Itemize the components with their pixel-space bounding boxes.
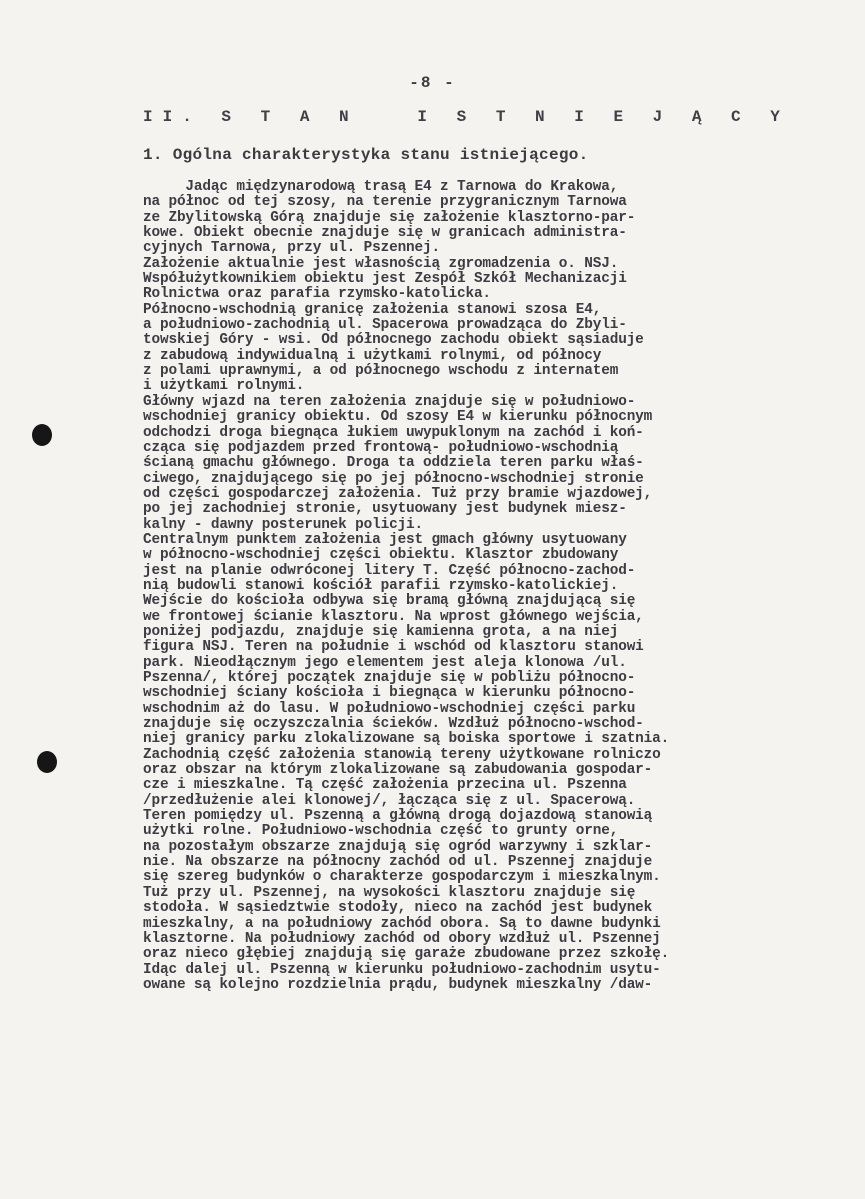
text-line: oraz obszar na którym zlokalizowane są zabudowania gospodar- — [143, 762, 653, 779]
punch-hole-top — [32, 424, 52, 446]
text-line: mieszkalny, a na południowy zachód obora. Są to dawne budynki — [143, 915, 661, 932]
text-line: wschodnim aż do lasu. W południowo-wschodniej części parku — [143, 700, 636, 717]
text-line: klasztorne. Na południowy zachód od obory wzdłuż ul. Pszennej — [143, 930, 661, 947]
text-line: i użytkami rolnymi. — [143, 378, 305, 395]
text-line: odchodzi droga biegnąca łukiem uwypuklonym na zachód i koń- — [143, 424, 644, 441]
text-line: cząca się podjazdem przed frontową- południowo-wschodnią — [143, 439, 619, 456]
text-line: ścianą gmachu głównego. Droga ta oddziela teren parku właś- — [143, 455, 644, 472]
text-line: na północ od tej szosy, na terenie przygranicznym Tarnowa — [143, 194, 627, 211]
text-line: Zachodnią część założenia stanowią tereny użytkowane rolniczo — [143, 746, 661, 763]
text-line: ze Zbylitowską Górą znajduje się założenie klasztorno-par- — [143, 209, 636, 226]
text-line: od części gospodarczej założenia. Tuż przy bramie wjazdowej, — [143, 485, 653, 502]
text-line: Teren pomiędzy ul. Pszenną a główną drogą dojazdową stanowią — [143, 808, 653, 825]
text-line: Wejście do kościoła odbywa się bramą główną znajdującą się — [143, 593, 636, 610]
text-line: nią budowli stanowi kościół parafii rzymsko-katolickiej. — [143, 577, 619, 594]
text-line: Założenie aktualnie jest własnością zgromadzenia o. NSJ. — [143, 255, 619, 272]
text-line: towskiej Góry - wsi. Od północnego zachodu obiekt sąsiaduje — [143, 332, 644, 349]
text-line: poniżej podjazdu, znajduje się kamienna grota, a na niej — [143, 623, 619, 640]
text-line: na pozostałym obszarze znajdują się ogród warzywny i szklar- — [143, 838, 653, 855]
text-line: ciwego, znajdującego się po jej północno-wschodniej stronie — [143, 470, 644, 487]
text-line: /przedłużenie alei klonowej/, łącząca się z ul. Spacerową. — [143, 792, 636, 809]
text-line: użytki rolne. Południowo-wschodnia część to grunty orne, — [143, 823, 619, 840]
text-line: kalny - dawny posterunek policji. — [143, 516, 424, 533]
text-line: Idąc dalej ul. Pszenną w kierunku południowo-zachodnim usytu- — [143, 961, 661, 978]
text-line: cze i mieszkalne. Tą część założenia przecina ul. Pszenna — [143, 777, 627, 794]
body-text — [143, 180, 793, 993]
text-line: nie. Na obszarze na północny zachód od ul. Pszennej znajduje — [143, 854, 653, 871]
text-line: figura NSJ. Teren na południe i wschód od klasztoru stanowi — [143, 639, 644, 656]
text-line: we frontowej ścianie klasztoru. Na wprost głównego wejścia, — [143, 608, 644, 625]
text-line: znajduje się oczyszczalnia ścieków. Wzdłuż północno-wschod- — [143, 716, 644, 733]
text-line: Centralnym punktem założenia jest gmach główny usytuowany — [143, 531, 627, 548]
text-line: Współużytkownikiem obiektu jest Zespół Szkół Mechanizacji — [143, 271, 627, 288]
text-line: z zabudową indywidualną i użytkami rolnymi, od północy — [143, 347, 602, 364]
text-line: Rolnictwa oraz parafia rzymsko-katolicka. — [143, 286, 491, 303]
text-line: cyjnych Tarnowa, przy ul. Pszennej. — [143, 240, 441, 257]
text-line: z polami uprawnymi, a od północnego wschodu z internatem — [143, 363, 619, 380]
text-line: Jadąc międzynarodową trasą E4 z Tarnowa do Krakowa, — [143, 179, 619, 195]
text-line: wschodniej ściany kościoła i biegnąca w kierunku północno- — [143, 685, 636, 702]
text-line: Główny wjazd na teren założenia znajduje się w południowo- — [143, 393, 636, 410]
text-line: w północno-wschodniej części obiektu. Klasztor zbudowany — [143, 547, 619, 564]
text-line: Tuż przy ul. Pszennej, na wysokości klasztoru znajduje się — [143, 884, 636, 901]
text-line: Pszenna/, której początek znajduje się w pobliżu północno- — [143, 670, 636, 686]
text-line: jest na planie odwróconej litery T. Część północno-zachod- — [143, 562, 636, 579]
text-line: niej granicy parku zlokalizowane są boiska sportowe i szatnia. — [143, 731, 670, 748]
text-line: wschodniej granicy obiektu. Od szosy E4 w kierunku północnym — [143, 409, 653, 426]
text-line: stodoła. W sąsiedztwie stodoły, nieco na zachód jest budynek — [143, 900, 653, 917]
text-line: kowe. Obiekt obecnie znajduje się w granicach administra- — [143, 225, 627, 242]
text-line: oraz nieco głębiej znajdują się garaże zbudowane przez szkołę. — [143, 946, 670, 963]
page-number: -8 - — [409, 74, 456, 92]
section-heading: II. S T A N I S T N I E J Ą C Y — [143, 108, 790, 126]
text-line: owane są kolejno rozdzielnia prądu, budynek mieszkalny /daw- — [143, 976, 653, 993]
text-line: park. Nieodłącznym jego elementem jest aleja klonowa /ul. — [143, 654, 627, 671]
text-line: a południowo-zachodnią ul. Spacerowa prowadząca do Zbyli- — [143, 317, 627, 334]
text-line: Północno-wschodnią granicę założenia stanowi szosa E4, — [143, 301, 602, 318]
subsection-heading: 1. Ogólna charakterystyka stanu istniejącego. — [143, 146, 589, 164]
text-line: po jej zachodniej stronie, usytuowany jest budynek miesz- — [143, 501, 627, 518]
punch-hole-bottom — [37, 751, 57, 773]
text-line: się szereg budynków o charakterze gospodarczym i mieszkalnym. — [143, 869, 661, 886]
